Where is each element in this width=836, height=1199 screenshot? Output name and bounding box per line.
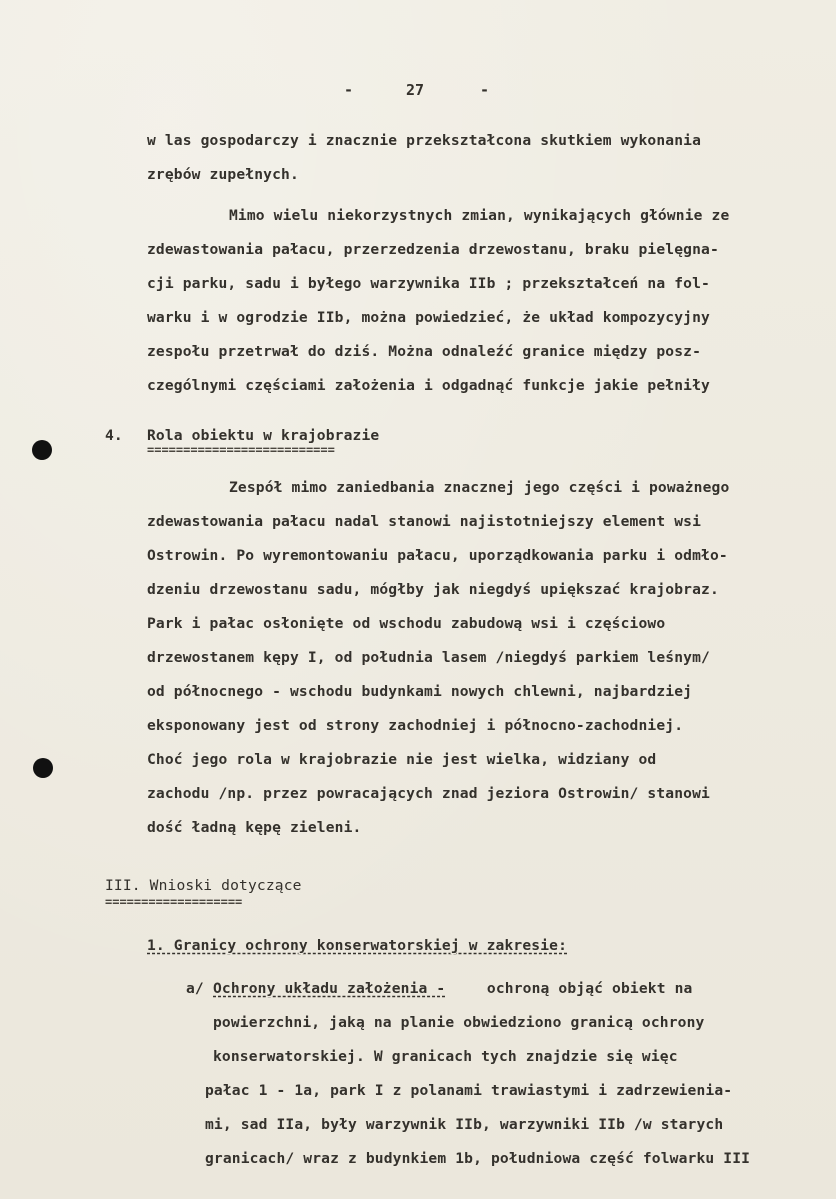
text-line: mi, sad IIa, były warzywnik IIb, warzywniki IIb /w starych <box>205 1116 724 1133</box>
text-line: powierzchni, jaką na planie obwiedziono granicą ochrony <box>213 1014 705 1031</box>
text-line: Mimo wielu niekorzystnych zmian, wynikających głównie ze <box>229 207 730 224</box>
section-heading: III. Wnioski dotyczące <box>105 877 302 894</box>
text-line: eksponowany jest od strony zachodniej i północno-zachodniej. <box>147 717 684 734</box>
text-line: zrębów zupełnych. <box>147 166 299 183</box>
item-title: Ochrony układu założenia - <box>213 980 446 997</box>
page-number: 27 <box>406 81 425 99</box>
subsection-title: 1. Granicy ochrony konserwatorskiej w zakresie: <box>147 937 568 954</box>
text-line: zdewastowania pałacu nadal stanowi najistotniejszy element wsi <box>147 513 702 530</box>
text-line: Choć jego rola w krajobrazie nie jest wielka, widziany od <box>147 751 657 768</box>
page-number-dash-left: - <box>344 81 354 99</box>
text-line: w las gospodarczy i znacznie przekształcona skutkiem wykonania <box>147 132 702 149</box>
text-line: dość ładną kępę zieleni. <box>147 819 362 836</box>
text-line: Ostrowin. Po wyremontowaniu pałacu, uporządkowania parku i odmło- <box>147 547 728 564</box>
text-line: pałac 1 - 1a, park I z polanami trawiastymi i zadrzewienia- <box>205 1082 733 1099</box>
text-line: dzeniu drzewostanu sadu, mógłby jak niegdyś upiększać krajobraz. <box>147 581 719 598</box>
text-line: zdewastowania pałacu, przerzedzenia drzewostanu, braku pielęgna- <box>147 241 719 258</box>
text-line: zespołu przetrwał do dziś. Można odnaleźć granice między posz- <box>147 343 702 360</box>
text-line: zachodu /np. przez powracających znad jeziora Ostrowin/ stanowi <box>147 785 710 802</box>
item-label: a/ <box>186 980 204 997</box>
text-line: drzewostanem kępy I, od południa lasem /niegdyś parkiem leśnym/ <box>147 649 710 666</box>
section-title: Rola obiektu w krajobrazie <box>147 427 380 444</box>
page-number-dash-right: - <box>480 81 490 99</box>
text-line: czególnymi częściami założenia i odgadnąć funkcje jakie pełniły <box>147 377 710 394</box>
item-title-rest: ochroną objąć obiekt na <box>478 980 693 997</box>
punch-hole-top <box>32 440 52 460</box>
text-line: od północnego - wschodu budynkami nowych chlewni, najbardziej <box>147 683 693 700</box>
text-line: cji parku, sadu i byłego warzywnika IIb ; przekształceń na fol- <box>147 275 710 292</box>
section-heading-underline: =================== <box>105 895 243 909</box>
text-line: granicach/ wraz z budynkiem 1b, południowa część folwarku III <box>205 1150 751 1167</box>
text-line: warku i w ogrodzie IIb, można powiedzieć, że układ kompozycyjny <box>147 309 710 326</box>
text-line: Zespół mimo zaniedbania znacznej jego części i poważnego <box>229 479 730 496</box>
punch-hole-bottom <box>33 758 53 778</box>
text-line: konserwatorskiej. W granicach tych znajdzie się więc <box>213 1048 678 1065</box>
text-line: Park i pałac osłonięte od wschodu zabudową wsi i częściowo <box>147 615 666 632</box>
section-number: 4. <box>105 427 123 444</box>
section-title-underline: ========================== <box>147 443 335 457</box>
